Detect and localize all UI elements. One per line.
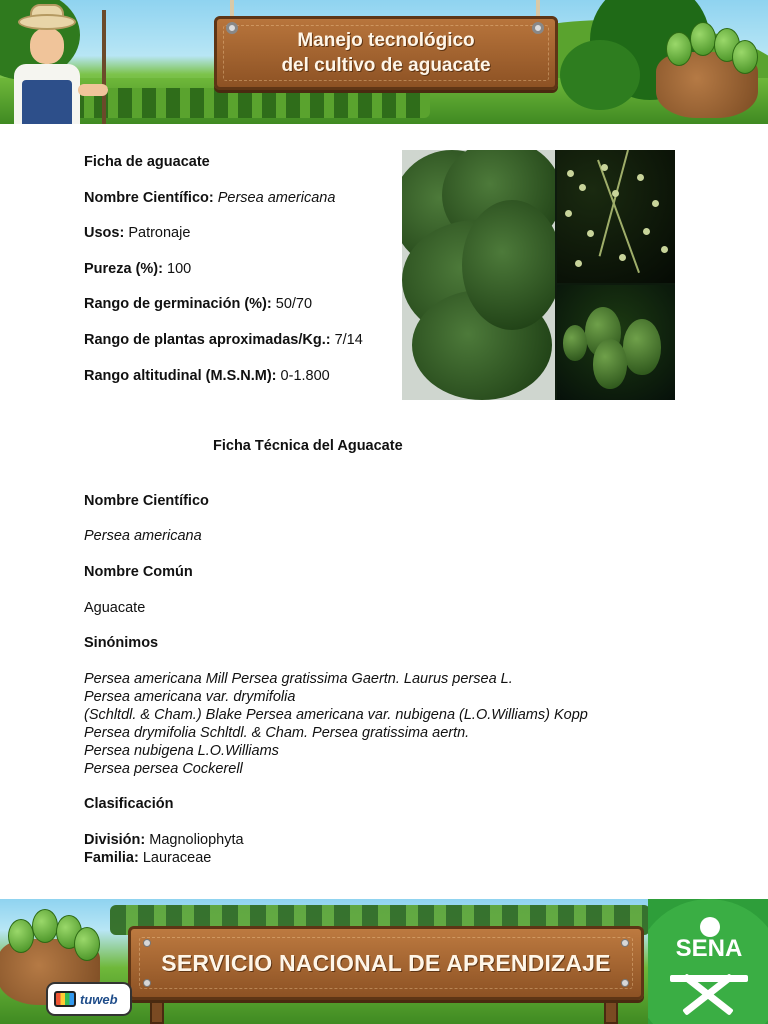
nombre-cientifico-value: Persea americana bbox=[84, 528, 202, 544]
sinonimos-heading: Sinónimos bbox=[84, 635, 159, 651]
footer-title-sign bbox=[128, 926, 644, 1000]
familia-value: Lauraceae bbox=[142, 850, 212, 866]
field-value: Patronaje bbox=[128, 225, 191, 241]
sinonimo-item: (Schltdl. & Cham.) Blake Persea americana var. nubigena (L.O.Williams) Kopp bbox=[84, 707, 588, 723]
field-value: Persea americana bbox=[217, 190, 336, 206]
sinonimo-item: Persea nubigena L.O.Williams bbox=[84, 743, 279, 759]
ficha-field-pureza bbox=[84, 260, 191, 278]
field-value: 100 bbox=[167, 261, 192, 277]
sinonimo-item: Persea persea Cockerell bbox=[84, 761, 243, 777]
nombre-comun-heading: Nombre Común bbox=[84, 564, 193, 580]
sinonimo-item: Persea drymifolia Schltdl. & Cham. Persea gratissima aertn. bbox=[84, 725, 470, 741]
familia-row bbox=[84, 849, 211, 867]
avocado-tree-photo bbox=[402, 150, 555, 400]
field-label: Usos: bbox=[84, 225, 125, 241]
header-title-line1: Manejo tecnológico bbox=[297, 30, 475, 51]
header-title-sign bbox=[214, 16, 558, 90]
sena-logo-dot bbox=[700, 917, 720, 937]
field-value: 7/14 bbox=[334, 332, 363, 348]
division-label: División: bbox=[84, 832, 146, 848]
sign-ring bbox=[532, 22, 544, 34]
ficha-tecnica-title: Ficha Técnica del Aguacate bbox=[213, 438, 403, 454]
ficha-field-usos bbox=[84, 224, 190, 242]
field-label: Rango de plantas aproximadas/Kg.: bbox=[84, 332, 331, 348]
sena-logo-icon bbox=[648, 899, 768, 1024]
sign-ring bbox=[226, 22, 238, 34]
header-title-line2: del cultivo de aguacate bbox=[281, 55, 491, 76]
avocado-photo-collage bbox=[402, 150, 675, 400]
nombre-cientifico-heading: Nombre Científico bbox=[84, 493, 209, 509]
familia-label: Familia: bbox=[84, 850, 139, 866]
avocado-flowers-photo bbox=[557, 150, 675, 283]
avocado-fruits-photo bbox=[557, 285, 675, 400]
ficha-field-plantas-kg bbox=[84, 331, 363, 349]
farmer-illustration bbox=[4, 10, 114, 124]
header-banner bbox=[0, 0, 768, 124]
field-label: Pureza (%): bbox=[84, 261, 163, 277]
clasificacion-heading: Clasificación bbox=[84, 796, 174, 812]
tree-shape bbox=[560, 40, 640, 110]
sena-logo-text: SENA bbox=[675, 935, 743, 962]
avocado-sack-icon bbox=[652, 18, 762, 118]
ficha-field-altitudinal bbox=[84, 367, 330, 385]
field-value: 50/70 bbox=[275, 296, 313, 312]
division-value: Magnoliophyta bbox=[149, 832, 244, 848]
screen-icon bbox=[54, 991, 76, 1007]
field-label: Nombre Científico: bbox=[84, 190, 214, 206]
sinonimo-item: Persea americana Mill Persea gratissima Gaertn. Laurus persea L. bbox=[84, 671, 513, 687]
sinonimo-item: Persea americana var. drymifolia bbox=[84, 689, 296, 705]
tuweb-logo-icon bbox=[46, 982, 132, 1016]
field-label: Rango altitudinal (M.S.N.M): bbox=[84, 368, 277, 384]
tuweb-logo-text: tuweb bbox=[80, 991, 118, 1007]
field-value: 0-1.800 bbox=[280, 368, 330, 384]
footer-banner-text: SERVICIO NACIONAL DE APRENDIZAJE bbox=[161, 949, 611, 976]
ficha-field-germinacion bbox=[84, 295, 312, 313]
ficha-field-nombre-cientifico bbox=[84, 189, 335, 207]
ficha-heading: Ficha de aguacate bbox=[84, 154, 210, 170]
sinonimos-list bbox=[84, 670, 588, 778]
division-row bbox=[84, 831, 244, 849]
crop-rows bbox=[70, 88, 430, 118]
nombre-comun-value: Aguacate bbox=[84, 600, 146, 616]
field-label: Rango de germinación (%): bbox=[84, 296, 272, 312]
